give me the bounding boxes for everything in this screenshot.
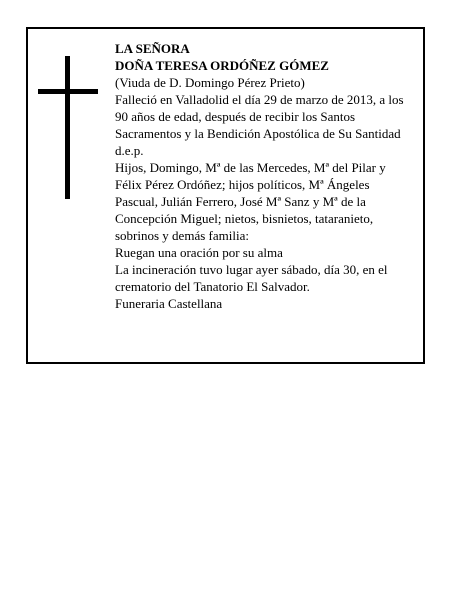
cross-vertical-bar xyxy=(65,56,70,199)
cross-icon xyxy=(38,56,98,199)
rip-abbreviation: d.e.p. xyxy=(115,143,144,158)
funeral-home: Funeraria Castellana xyxy=(115,296,223,311)
obituary-notice xyxy=(26,27,425,364)
family-list: Hijos, Domingo, Mª de las Mercedes, Mª del Pilar y Félix Pérez Ordóñez; hijos políticos, Mª Ángeles Pascual, Julián Ferrero, José Mª Sanz y Mª de la Concepción Miguel; nietos, bisnietos, tataranieto, sobrinos y demás familia: xyxy=(115,160,386,243)
deceased-name: DOÑA TERESA ORDÓÑEZ GÓMEZ xyxy=(115,58,329,73)
death-statement: Falleció en Valladolid el día 29 de marzo de 2013, a los 90 años de edad, después de recibir los Santos Sacramentos y la Bendición Apostólica de Su Santidad xyxy=(115,92,404,141)
cross-horizontal-bar xyxy=(38,89,98,94)
notice-title-line1: LA SEÑORA xyxy=(115,41,190,56)
widow-of: (Viuda de D. Domingo Pérez Prieto) xyxy=(115,75,305,90)
cremation-info: La incineración tuvo lugar ayer sábado, día 30, en el crematorio del Tanatorio El Salvador. xyxy=(115,262,388,294)
notice-text xyxy=(115,40,415,312)
prayer-request: Ruegan una oración por su alma xyxy=(115,245,283,260)
